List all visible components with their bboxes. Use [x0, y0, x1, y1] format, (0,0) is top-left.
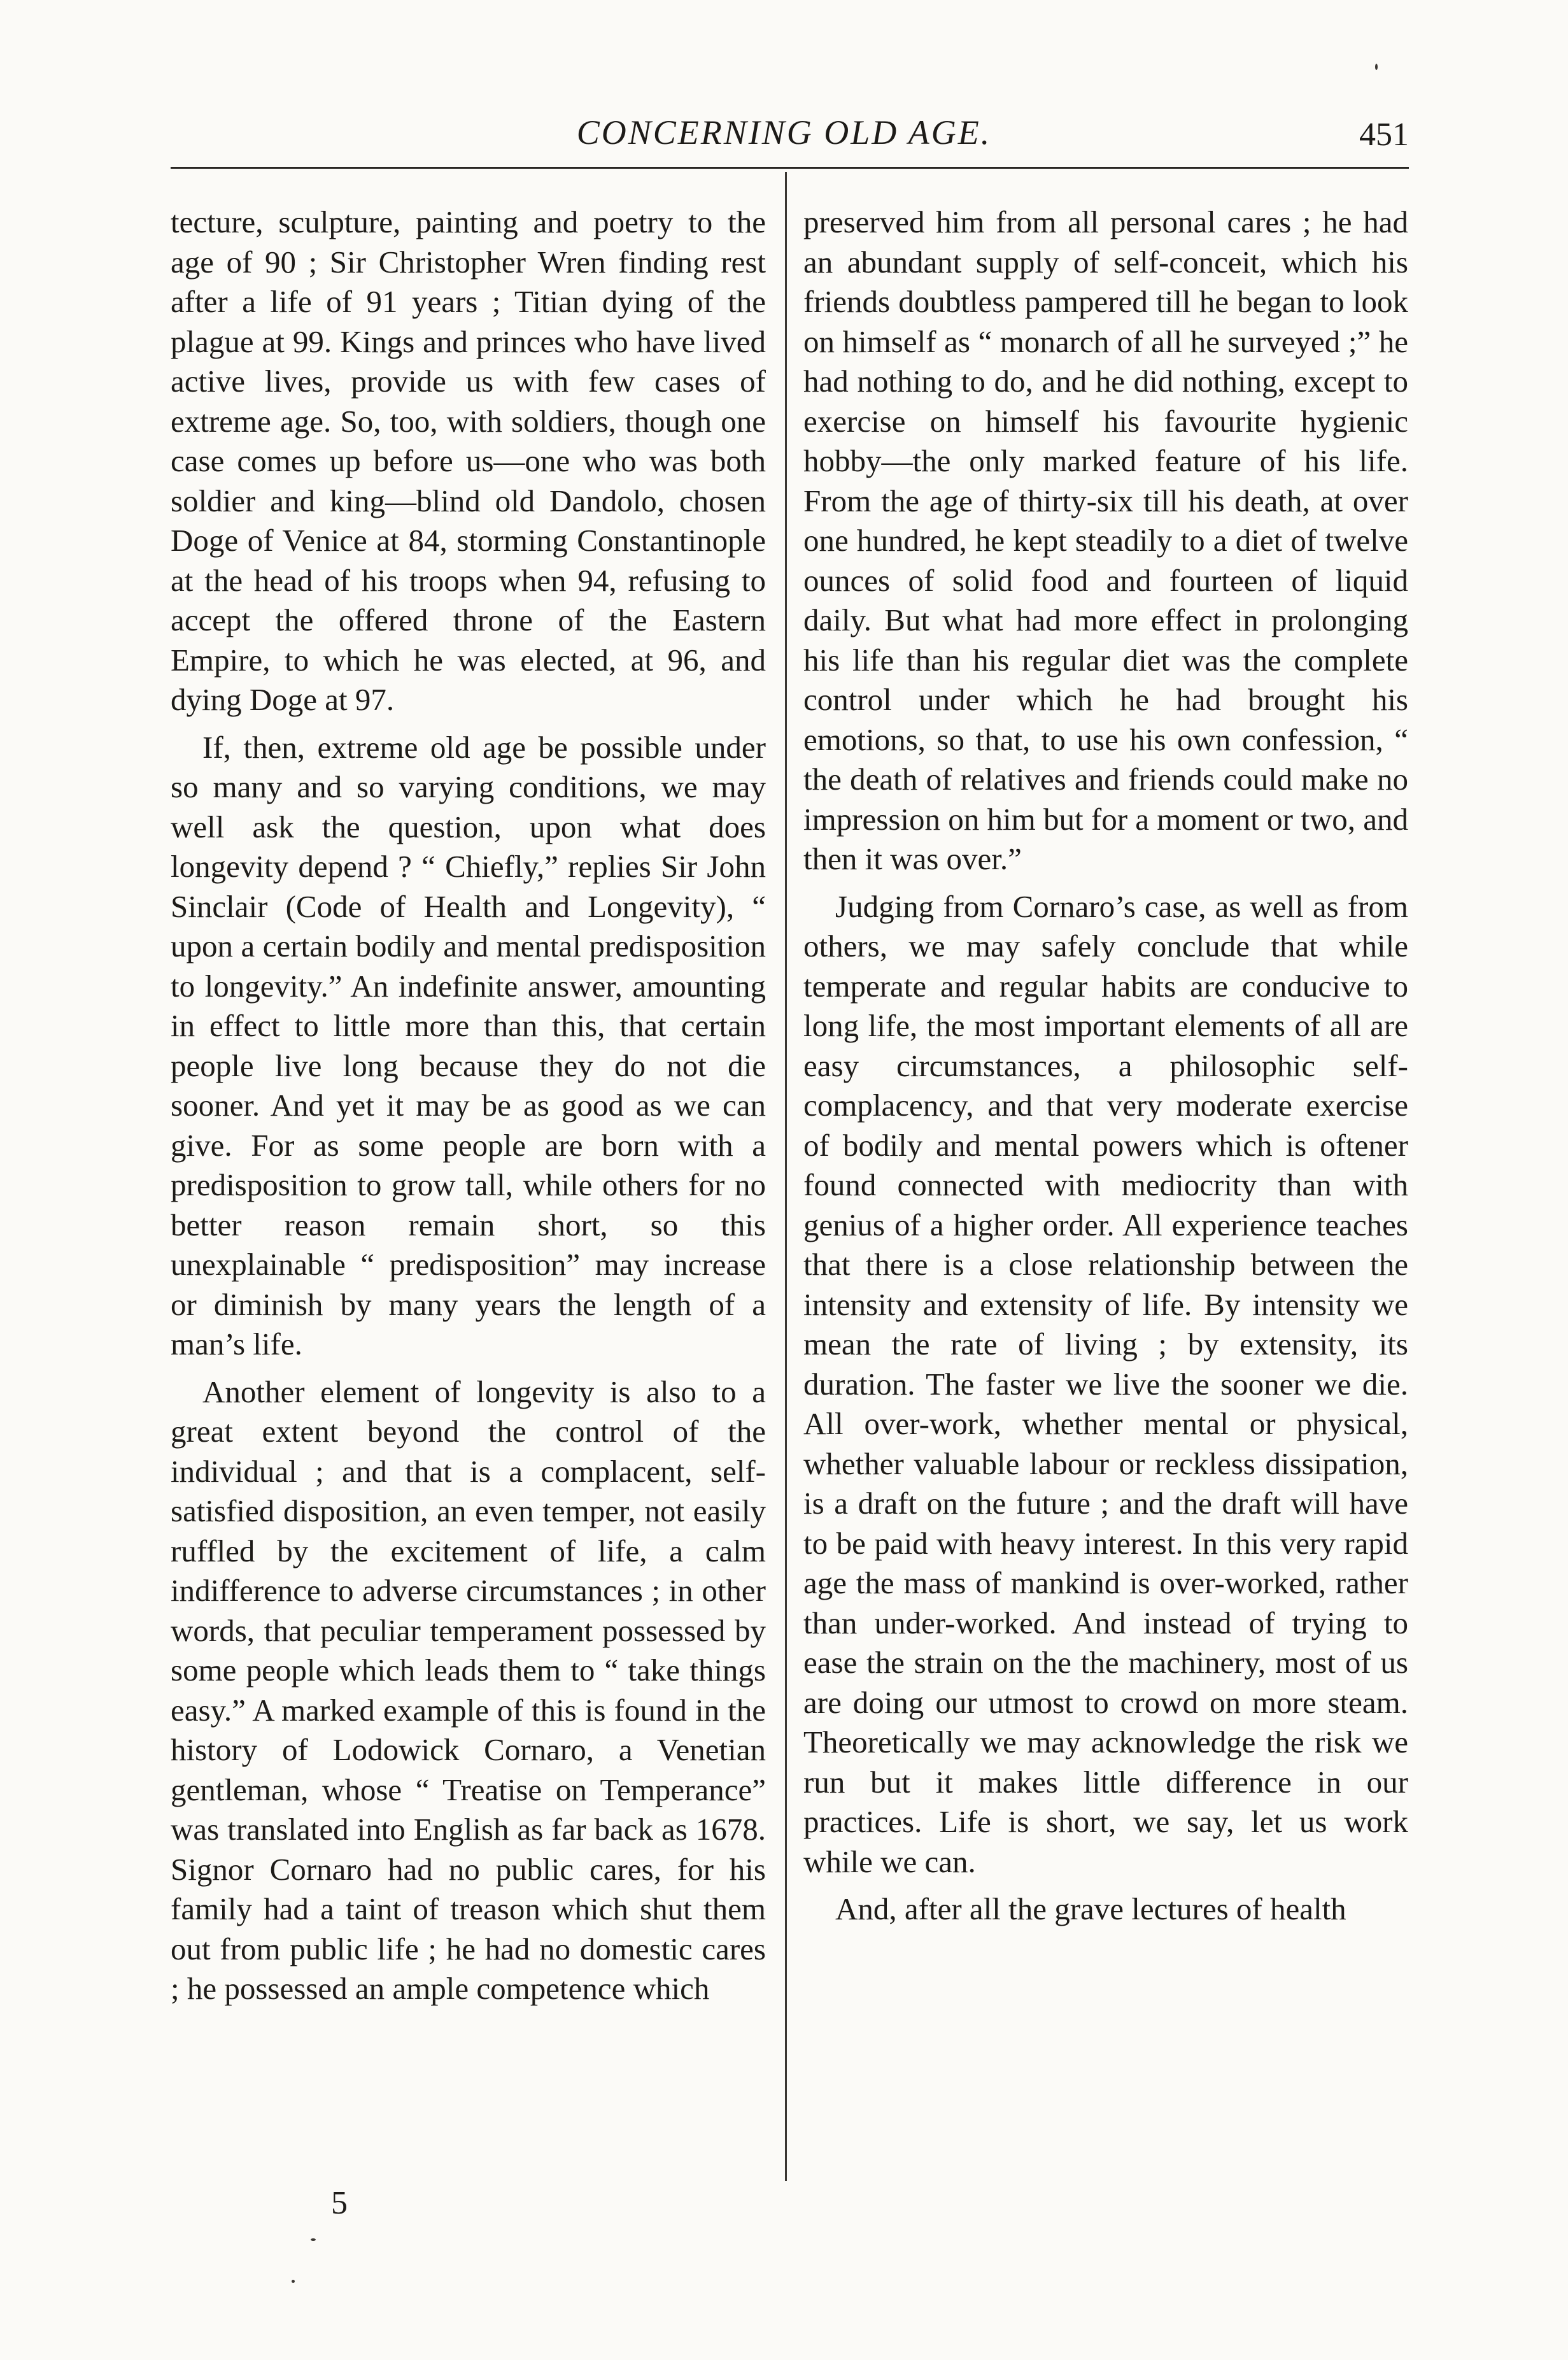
paragraph: tecture, sculpture, painting and poetry to the age of 90 ; Sir Christopher Wren finding rest after a life of 91 years ; Titian dying of the plague at 99. Kings and princes who have lived active lives, provide us with few cases of extreme age. So, too, with soldiers, though one case comes up before us—one who was both soldier and king—blind old Dandolo, chosen Doge of Venice at 84, storming Constantinople at the head of his troops when 94, refusing to accept the offered throne of the Eastern Empire, to which he was elected, at 96, and dying Doge at 97.	[171, 204, 766, 717]
right-column	[803, 203, 1408, 1937]
header-rule	[171, 167, 1409, 169]
paragraph: Judging from Cornaro’s case, as well as from others, we may safely conclude that while temperate and regular habits are conducive to long life, the most important elements of all are easy circumstances, a philosophic self-complacency, and that very moderate exercise of bodily and mental powers which is oftener found connected with mediocrity than with genius of a higher order. All experience teaches that there is a close relationship between the intensity and extensity of life. By intensity we mean the rate of living ; by extensity, its duration. The faster we live the sooner we die. All over-work, whether mental or physical, whether valuable labour or reckless dissipation, is a draft on the future ; and the draft will have to be paid with heavy interest. In this very rapid age the mass of mankind is over-worked, rather than under-worked. And instead of trying to ease the strain on the the machinery, most of us are doing our utmost to crowd on more steam. Theoretically we may acknowledge the risk we run but it makes little difference in our practices. Life is short, we say, let us work while we can.	[803, 888, 1408, 1879]
paragraph: And, after all the grave lectures of health	[835, 1891, 1346, 1926]
left-column	[171, 203, 766, 2017]
running-head	[0, 107, 1568, 158]
paragraph: Another element of longevity is also to a great extent beyond the control of the individual ; and that is a complacent, self-satisfied disposition, an even temper, not easily ruffled by the excitement of life, a calm indifference to adverse circumstances ; in other words, that peculiar temperament possessed by some people which leads them to “ take things easy.” A marked example of this is found in the history of Lodowick Cornaro, a Venetian gentleman, whose “ Treatise on Temperance” was translated into English as far back as 1678. Signor Cornaro had no public cares, for his family had a taint of treason which shut them out from public life ; he had no domestic cares ; he possessed an ample competence which	[171, 1374, 766, 2006]
ink-speck	[292, 2280, 295, 2283]
ink-speck	[311, 2238, 316, 2241]
column-divider	[785, 172, 787, 2181]
paragraph: If, then, extreme old age be possible under so many and so varying conditions, we may well ask the question, upon what does longevity depend ? “ Chiefly,” replies Sir John Sinclair (Code of Health and Longevity), “ upon a certain bodily and mental predisposition to longevity.” An indefinite answer, amounting in effect to little more than this, that certain people live long because they do not die sooner. And yet it may be as good as we can give. For as some people are born with a predisposition to grow tall, while others for no better reason remain short, so this unexplainable “ predisposition” may increase or diminish by many years the length of a man’s life.	[171, 729, 766, 1361]
signature-mark: 5	[331, 2185, 348, 2221]
page-number: 451	[1359, 117, 1409, 153]
ink-speck	[1375, 64, 1378, 70]
running-title: CONCERNING OLD AGE.	[576, 113, 992, 152]
paragraph: preserved him from all personal cares ; he had an abundant supply of self-conceit, which his friends doubtless pampered till he began to look on himself as “ monarch of all he surveyed ;” he had nothing to do, and he did nothing, except to exercise on himself his favourite hygienic hobby—the only marked feature of his life. From the age of thirty-six till his death, at over one hundred, he kept steadily to a diet of twelve ounces of solid food and fourteen of liquid daily. But what had more effect in prolonging his life than his regular diet was the complete control under which he had brought his emotions, so that, to use his own confession, “ the death of relatives and friends could make no impression on him but for a moment or two, and then it was over.”	[803, 204, 1408, 876]
